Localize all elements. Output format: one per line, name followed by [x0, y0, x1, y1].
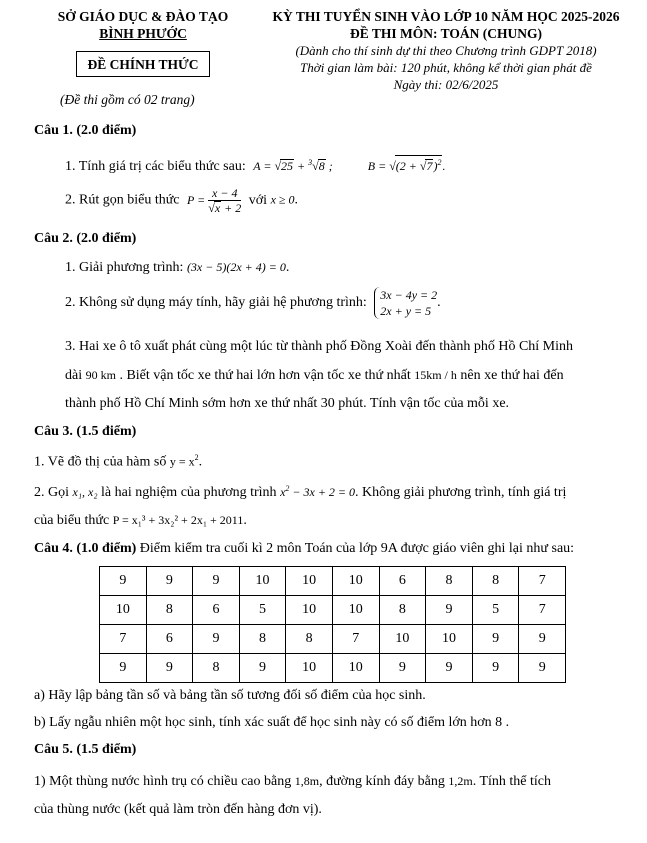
- table-cell: 10: [332, 654, 379, 683]
- q1-a-sep: ;: [325, 159, 333, 173]
- header-left: [44, 8, 242, 77]
- table-cell: 9: [426, 654, 473, 683]
- q3-heading: Câu 3. (1.5 điểm): [34, 424, 137, 439]
- q2-part1-text: 1. Giải phương trình:: [65, 260, 184, 275]
- table-cell: 10: [286, 596, 333, 625]
- q2-p3-speed: 15km / h: [414, 368, 457, 382]
- q4-part-a: a) Hãy lập bảng tần số và bảng tần số tương đối số điểm của học sinh.: [34, 688, 426, 703]
- q5-p1-text-b: , đường kính đáy bằng: [319, 774, 445, 789]
- table-cell: 10: [379, 625, 426, 654]
- q1-part2-end: .: [294, 192, 298, 208]
- q2-system: [374, 287, 437, 319]
- table-cell: 7: [100, 625, 147, 654]
- table-cell: 10: [426, 625, 473, 654]
- q4-heading: Câu 4. (1.0 điểm): [34, 541, 137, 556]
- table-cell: 6: [146, 625, 193, 654]
- table-cell: 8: [379, 596, 426, 625]
- table-cell: 10: [332, 567, 379, 596]
- q1-a-plus: +: [294, 159, 309, 173]
- q2-system-eq1: 3x − 4y = 2: [380, 288, 438, 302]
- table-cell: 7: [519, 567, 566, 596]
- q4-intro: Điểm kiểm tra cuối kì 2 môn Toán của lớp 9A được giáo viên ghi lại như sau:: [139, 541, 575, 556]
- table-row: [100, 596, 566, 625]
- q5-part1-line1: [34, 774, 551, 790]
- q1-p-denominator: √x + 2: [208, 201, 242, 215]
- table-cell: 7: [519, 596, 566, 625]
- table-cell: 10: [332, 596, 379, 625]
- q2-system-eq2: 2x + y = 5: [380, 304, 432, 318]
- q3-p2-eq-exp: 2: [285, 484, 290, 493]
- q2-part2-text: 2. Không sử dụng máy tính, hãy giải hệ phương trình:: [65, 295, 367, 310]
- table-cell: 9: [146, 567, 193, 596]
- q1-a-cuberoot-index: 3: [308, 158, 313, 167]
- table-row: [100, 625, 566, 654]
- q1-b-end: .: [442, 159, 446, 173]
- table-cell: 5: [239, 596, 286, 625]
- q1-b-open: (2 +: [395, 159, 420, 173]
- table-cell: 9: [193, 567, 240, 596]
- q3-p2-equation: [280, 485, 355, 499]
- q1-part2-text: 2. Rút gọn biểu thức: [65, 192, 180, 208]
- header-right: [248, 8, 644, 93]
- table-cell: 10: [100, 596, 147, 625]
- q2-part1-end: .: [285, 260, 290, 275]
- q3-part1: [34, 453, 202, 471]
- q1-b-close: ): [433, 159, 438, 173]
- pages-note: (Đề thi gồm có 02 trang): [60, 92, 195, 107]
- table-cell: 9: [519, 654, 566, 683]
- q1-expr-a: A = √25 + $^3$√8 ;: [253, 158, 333, 173]
- q5-part1-line2: của thùng nước (kết quả làm tròn đến hàng đơn vị).: [34, 802, 322, 817]
- table-cell: 10: [239, 567, 286, 596]
- q5-p1-text-c: . Tính thể tích: [472, 774, 552, 789]
- q2-part3-line1: 3. Hai xe ô tô xuất phát cùng một lúc từ thành phố Đồng Xoài đến thành phố Hồ Chí Minh: [65, 339, 574, 354]
- q3-p2-roots: x₁, x₂: [72, 485, 98, 499]
- q3-p2-text-c: . Không giải phương trình, tính giá trị: [355, 485, 567, 500]
- q2-part2: [65, 287, 441, 319]
- q3-p2-expression: P = x₁³ + 3x₂² + 2x₁ + 2011: [112, 513, 244, 527]
- table-cell: 9: [100, 654, 147, 683]
- q2-part1: [65, 260, 289, 276]
- q3-part1-text: 1. Vẽ đồ thị của hàm số: [34, 454, 167, 470]
- q2-p3-text-b: . Biết vận tốc xe thứ hai lớn hơn vận tốc xe thứ nhất: [119, 368, 411, 383]
- q2-part1-equation: (3x − 5)(2x + 4) = 0: [186, 260, 286, 274]
- q3-part2-line1: [34, 484, 566, 501]
- table-cell: 7: [332, 625, 379, 654]
- table-cell: 10: [286, 567, 333, 596]
- table-cell: 8: [472, 567, 519, 596]
- q3-p2-text-d: của biểu thức: [34, 513, 110, 528]
- q1-part1-text: 1. Tính giá trị các biểu thức sau:: [65, 159, 246, 174]
- q1-b-root: 7: [426, 159, 433, 173]
- table-cell: 9: [146, 654, 193, 683]
- table-cell: 10: [286, 654, 333, 683]
- q2-heading: Câu 2. (2.0 điểm): [34, 231, 137, 246]
- q5-p1-text-a: 1) Một thùng nước hình trụ có chiều cao bằng: [34, 774, 292, 789]
- province-name: BÌNH PHƯỚC: [99, 26, 187, 41]
- table-row: [100, 567, 566, 596]
- q1-expr-b: $B = √(2 + √7)^2$.: [368, 159, 446, 173]
- table-row: [100, 654, 566, 683]
- table-cell: 8: [146, 596, 193, 625]
- q1-p-den-root: x: [214, 201, 221, 215]
- official-stamp-box: ĐỀ CHÍNH THỨC: [76, 51, 209, 77]
- q2-p3-dai: dài: [65, 368, 83, 383]
- table-cell: 9: [426, 596, 473, 625]
- q3-p2-text-b: là hai nghiệm của phương trình: [101, 485, 277, 500]
- table-cell: 8: [286, 625, 333, 654]
- table-cell: 9: [472, 625, 519, 654]
- q2-p3-distance: 90 km: [85, 368, 116, 382]
- table-cell: 9: [472, 654, 519, 683]
- q4-intro-line: [34, 541, 574, 557]
- table-cell: 9: [239, 654, 286, 683]
- table-cell: 8: [193, 654, 240, 683]
- q2-part3-line3: thành phố Hồ Chí Minh sớm hơn xe thứ nhất 30 phút. Tính vận tốc của mỗi xe.: [65, 396, 510, 411]
- q2-part3-line2: [65, 368, 564, 384]
- q1-a-lhs: A =: [253, 159, 275, 173]
- q3-p2-goi: 2. Gọi: [34, 485, 69, 500]
- table-cell: 9: [519, 625, 566, 654]
- department-name: SỞ GIÁO DỤC & ĐÀO TẠO: [57, 9, 229, 24]
- q1-b-lhs: B =: [367, 159, 390, 173]
- q1-b-radicand: $(2 + √7)^2$: [395, 155, 443, 173]
- q1-p-den-rest: + 2: [221, 201, 242, 215]
- q1-p-lhs: P =: [187, 192, 209, 207]
- q2-p3-text-c: nên xe thứ hai đến: [460, 368, 564, 383]
- q5-heading: Câu 5. (1.5 điểm): [34, 742, 137, 757]
- exam-subject: ĐỀ THI MÔN: TOÁN (CHUNG): [349, 26, 542, 41]
- q1-b-exp: 2: [437, 158, 442, 167]
- q5-height: 1,8m: [294, 774, 320, 788]
- q1-part2: [65, 186, 298, 215]
- q1-part1: [65, 155, 445, 175]
- table-cell: 5: [472, 596, 519, 625]
- q1-a-root2: 8: [318, 159, 325, 173]
- q3-part2-line2: [34, 513, 247, 529]
- q3-function-exp: 2: [194, 453, 199, 462]
- table-cell: 9: [193, 625, 240, 654]
- q2-part2-end: .: [437, 295, 441, 310]
- table-cell: 9: [379, 654, 426, 683]
- exam-title: KỲ THI TUYỂN SINH VÀO LỚP 10 NĂM HỌC 2025-2026: [272, 9, 620, 24]
- q1-heading: Câu 1. (2.0 điểm): [34, 123, 137, 138]
- table-cell: 6: [193, 596, 240, 625]
- table-cell: 8: [239, 625, 286, 654]
- exam-audience: (Dành cho thí sinh dự thi theo Chương trình GDPT 2018): [295, 43, 597, 58]
- scores-table: [99, 566, 566, 683]
- q1-cond: x ≥ 0: [270, 192, 295, 207]
- q3-p2-eq-x: x: [280, 485, 286, 499]
- q1-p-fraction: [208, 186, 241, 215]
- exam-duration: Thời gian làm bài: 120 phút, không kể thời gian phát đề: [300, 60, 592, 75]
- q1-cond-text: với: [248, 192, 268, 208]
- q5-diameter: 1,2m: [448, 774, 473, 788]
- table-cell: 6: [379, 567, 426, 596]
- table-cell: 8: [426, 567, 473, 596]
- q1-a-root1: 25: [281, 159, 294, 173]
- table-cell: 9: [100, 567, 147, 596]
- q3-p2-eq-rest: − 3x + 2 = 0: [289, 485, 356, 499]
- q3-part1-end: .: [198, 454, 203, 470]
- q3-function: y = x: [169, 454, 195, 469]
- exam-date: Ngày thi: 02/6/2025: [393, 77, 499, 92]
- q3-p2-end: .: [243, 513, 247, 528]
- q4-part-b: b) Lấy ngẫu nhiên một học sinh, tính xác suất để học sinh này có số điểm lớn hơn 8 .: [34, 715, 510, 730]
- q1-p-numerator: x − 4: [208, 186, 241, 201]
